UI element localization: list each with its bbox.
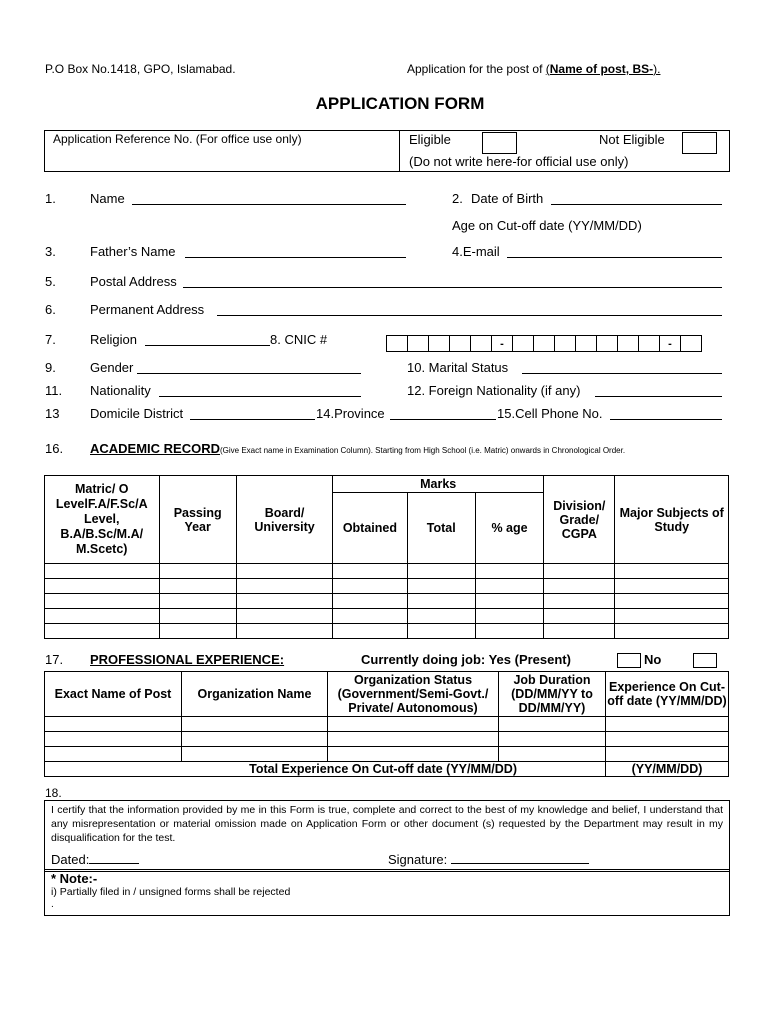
- domicile-label: Domicile District: [90, 406, 184, 421]
- note-box: [44, 869, 730, 916]
- post-applied: Application for the post of (Name of post, BS-).: [407, 62, 661, 76]
- cnic-label: 8. CNIC #: [270, 332, 328, 347]
- academic-table: Matric/ O LevelF.A/F.Sc/A Level, B.A/B.Sc/M.A/ M.Scetc) Passing Year Board/ University Marks Division/ Grade/ CGPA Major Subjects of Study Obtained Total % age: [44, 475, 729, 639]
- note-item: i) Partially filed in / unsigned forms shall be rejected: [51, 886, 291, 898]
- field-num: 11.: [45, 383, 63, 398]
- gender-field[interactable]: [137, 361, 361, 374]
- name-label: Name: [90, 191, 125, 206]
- note-item: .: [51, 899, 54, 910]
- nationality-field[interactable]: [159, 384, 361, 397]
- currently-working-label: Currently doing job: Yes (Present): [361, 652, 571, 667]
- religion-field[interactable]: [145, 333, 270, 346]
- experience-heading: PROFESSIONAL EXPERIENCE:: [90, 652, 285, 667]
- email-label: 4.E-mail: [452, 244, 500, 259]
- province-field[interactable]: [390, 407, 496, 420]
- postal-address-label: Postal Address: [90, 274, 177, 289]
- nationality-label: Nationality: [90, 383, 151, 398]
- field-num: 16.: [45, 441, 64, 456]
- table-row[interactable]: [45, 564, 729, 579]
- foreign-nationality-label: 12. Foreign Nationality (if any): [407, 383, 581, 398]
- province-label: 14.Province: [316, 406, 385, 421]
- field-num: 5.: [45, 274, 56, 289]
- postal-address-field[interactable]: [183, 275, 722, 288]
- father-name-field[interactable]: [185, 245, 406, 258]
- yes-checkbox[interactable]: [617, 653, 641, 668]
- table-row[interactable]: [45, 717, 729, 732]
- table-row[interactable]: [45, 624, 729, 639]
- age-label: Age on Cut-off date (YY/MM/DD): [452, 218, 642, 233]
- field-num: 13: [45, 406, 60, 421]
- no-label: No: [644, 652, 662, 667]
- permanent-address-field[interactable]: [217, 303, 722, 316]
- table-row[interactable]: [45, 609, 729, 624]
- no-checkbox[interactable]: [693, 653, 717, 668]
- permanent-address-label: Permanent Address: [90, 302, 205, 317]
- cell-phone-label: 15.Cell Phone No.: [497, 406, 603, 421]
- name-field[interactable]: [132, 192, 406, 205]
- total-experience-label: Total Experience On Cut-off date (YY/MM/DD): [45, 762, 606, 777]
- declaration-text: I certify that the information provided by me in this Form is true, complete and correct to the best of my knowledge and belief, I understand that any misrepresentation or material omission made on Application Form or other document (s) requested by the Department may result in my disqualification for the test.: [51, 804, 723, 844]
- field-num: 18.: [45, 786, 62, 800]
- table-row[interactable]: [45, 732, 729, 747]
- religion-label: Religion: [90, 332, 137, 347]
- marital-status-label: 10. Marital Status: [407, 360, 509, 375]
- foreign-nationality-field[interactable]: [595, 384, 722, 397]
- table-row[interactable]: [45, 594, 729, 609]
- father-name-label: Father’s Name: [90, 244, 176, 259]
- office-note: (Do not write here-for official use only): [409, 154, 629, 169]
- marital-status-field[interactable]: [522, 361, 722, 374]
- page-title: APPLICATION FORM: [315, 94, 485, 113]
- dob-field[interactable]: [551, 192, 722, 205]
- date-field[interactable]: [89, 851, 139, 864]
- not-eligible-checkbox[interactable]: [682, 132, 717, 154]
- total-experience-value: (YY/MM/DD): [606, 762, 729, 777]
- cell-phone-field[interactable]: [610, 407, 722, 420]
- field-num: 7.: [45, 332, 56, 347]
- note-title: * Note:-: [51, 871, 98, 886]
- dob-label: Date of Birth: [471, 191, 544, 206]
- domicile-field[interactable]: [190, 407, 315, 420]
- signature-label: Signature:: [388, 851, 589, 867]
- field-num: 17.: [45, 652, 64, 667]
- cnic-boxes[interactable]: - -: [386, 335, 702, 352]
- ref-no-label: Application Reference No. (For office use only): [53, 132, 302, 146]
- eligible-checkbox[interactable]: [482, 132, 517, 154]
- experience-table: Exact Name of Post Organization Name Organization Status (Government/Semi-Govt./ Private/ Autonomous) Job Duration (DD/MM/YY to DD/MM/YY) Experience On Cut-off date (YY/MM/DD) Total Experience On Cut-off date (YY/MM/DD) (YY/MM/DD): [44, 671, 729, 777]
- field-num: 1.: [45, 191, 56, 206]
- field-num: 9.: [45, 360, 56, 375]
- signature-field[interactable]: [451, 851, 589, 864]
- office-use-box: [44, 130, 730, 172]
- declaration-box: [44, 800, 730, 872]
- table-row[interactable]: [45, 579, 729, 594]
- eligible-label: Eligible: [409, 132, 451, 147]
- field-num: 3.: [45, 244, 56, 259]
- gender-label: Gender: [90, 360, 134, 375]
- email-field[interactable]: [507, 245, 722, 258]
- not-eligible-label: Not Eligible: [599, 132, 665, 147]
- table-row[interactable]: [45, 747, 729, 762]
- field-num: 6.: [45, 302, 56, 317]
- dated-label: Dated:: [51, 851, 139, 867]
- office-address: P.O Box No.1418, GPO, Islamabad.: [45, 62, 236, 76]
- field-num: 2.: [452, 191, 463, 206]
- academic-heading: ACADEMIC RECORD(Give Exact name in Examination Column). Starting from High School (i.e. Matric) onwards in Chronological Order.: [90, 441, 626, 456]
